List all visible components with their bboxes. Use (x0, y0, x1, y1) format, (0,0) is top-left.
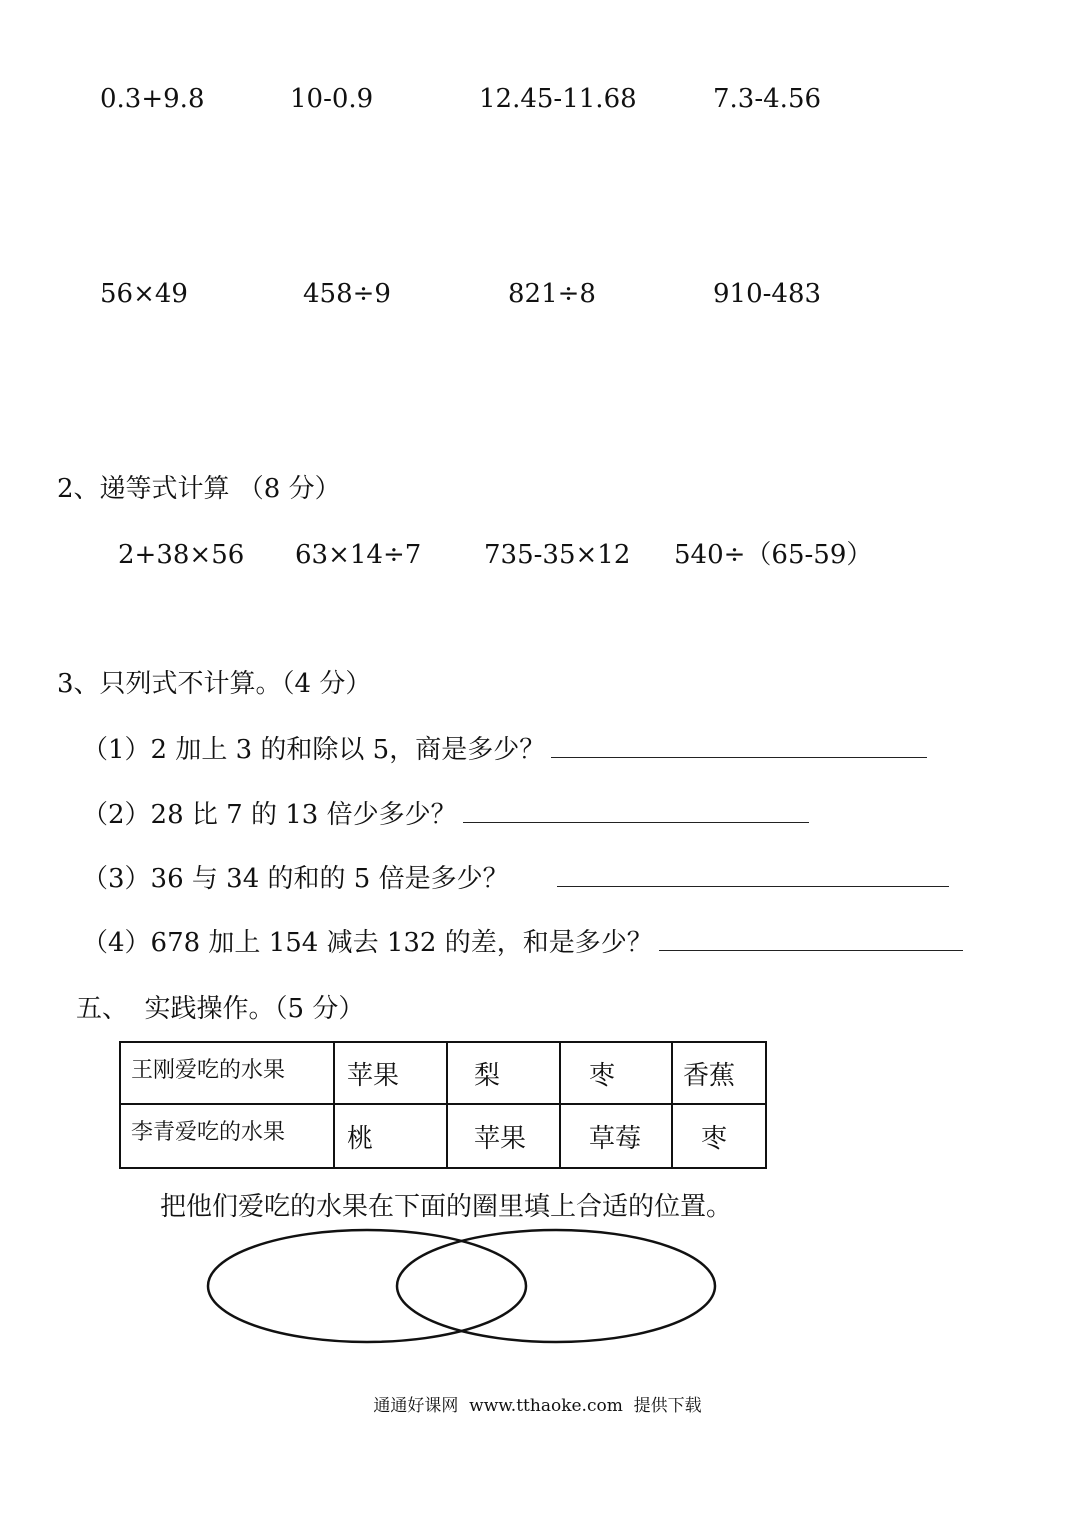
venn-circle-left[interactable] (208, 1230, 526, 1342)
table-cell: 苹果 (447, 1104, 560, 1168)
table-cell: 梨 (447, 1042, 560, 1104)
section-5-title: 五、 实践操作。（5 分） (76, 994, 365, 1024)
footer: 通通好课网 www.tthaoke.com 提供下载 (373, 1396, 702, 1416)
answer-line[interactable] (659, 928, 963, 951)
section-2-title: 2、递等式计算 （8 分） (57, 474, 341, 504)
stepwise-expr: 735-35×12 (484, 540, 631, 570)
calc-expr: 458÷9 (303, 279, 391, 309)
stepwise-expr: 540÷（65-59） (674, 540, 873, 570)
answer-line[interactable] (557, 864, 949, 887)
row-label: 李青爱吃的水果 (120, 1104, 334, 1168)
table-cell: 桃 (334, 1104, 447, 1168)
table-cell: 枣 (560, 1042, 672, 1104)
row-label: 王刚爱吃的水果 (120, 1042, 334, 1104)
question-text: （4）678 加上 154 减去 132 的差，和是多少？ (82, 928, 653, 958)
question-2 (82, 800, 809, 830)
table-cell: 苹果 (334, 1042, 447, 1104)
venn-instruction: 把他们爱吃的水果在下面的圈里填上合适的位置。 (160, 1192, 733, 1222)
question-4 (82, 928, 963, 958)
stepwise-expr: 2+38×56 (118, 540, 245, 570)
table-row (120, 1104, 766, 1168)
table-cell: 枣 (672, 1104, 766, 1168)
calc-expr: 56×49 (100, 279, 188, 309)
venn-circle-right[interactable] (397, 1230, 715, 1342)
fruit-table (119, 1041, 767, 1169)
calc-expr: 10-0.9 (290, 84, 374, 114)
calc-expr: 12.45-11.68 (479, 84, 637, 114)
table-cell: 香蕉 (672, 1042, 766, 1104)
answer-line[interactable] (463, 800, 809, 823)
question-1 (82, 735, 927, 765)
calc-expr: 821÷8 (508, 279, 596, 309)
section-3-title: 3、只列式不计算。（4 分） (57, 669, 372, 699)
calc-expr: 7.3-4.56 (713, 84, 822, 114)
question-text: （1）2 加上 3 的和除以 5，商是多少？ (82, 735, 546, 765)
answer-line[interactable] (551, 735, 927, 758)
calc-expr: 910-483 (713, 279, 822, 309)
calc-expr: 0.3+9.8 (100, 84, 205, 114)
question-3 (82, 864, 949, 894)
stepwise-expr: 63×14÷7 (295, 540, 422, 570)
question-text: （2）28 比 7 的 13 倍少多少？ (82, 800, 457, 830)
table-row (120, 1042, 766, 1104)
table-cell: 草莓 (560, 1104, 672, 1168)
question-text: （3）36 与 34 的和的 5 倍是多少？ (82, 864, 509, 894)
